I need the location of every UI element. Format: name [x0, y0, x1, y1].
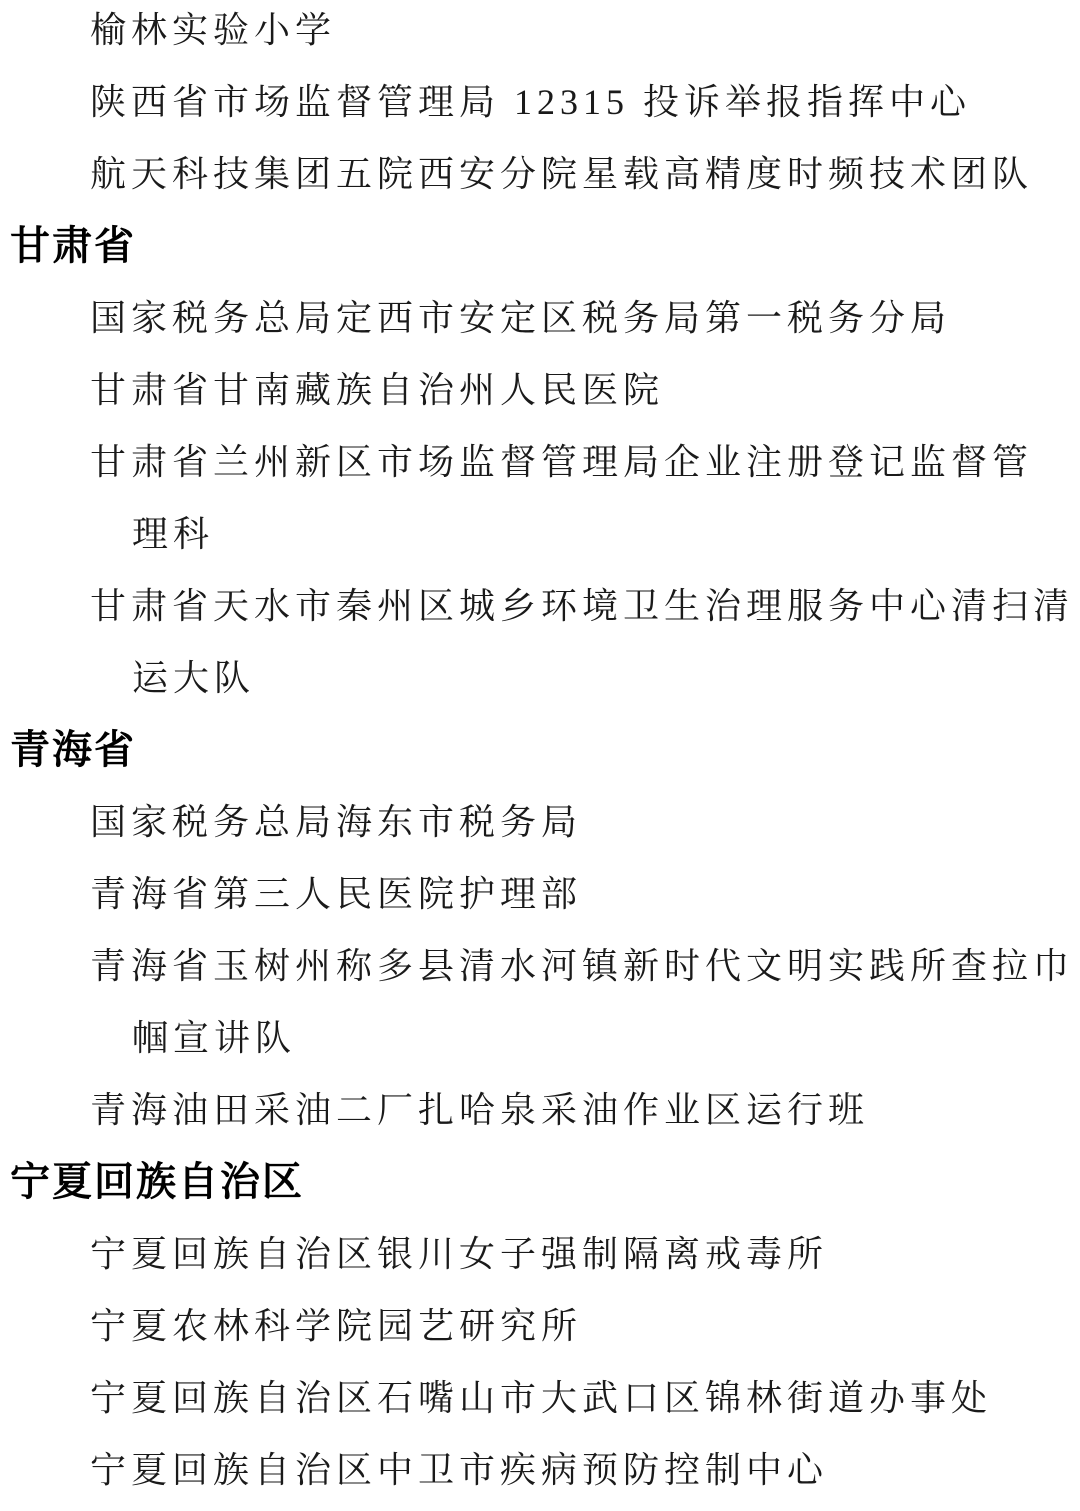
org-line-continuation: 理科 [132, 514, 215, 554]
org-line: 宁夏回族自治区石嘴山市大武口区锦林街道办事处 [90, 1378, 993, 1418]
org-line: 青海省第三人民医院护理部 [90, 874, 583, 914]
org-line: 榆林实验小学 [90, 10, 337, 50]
org-line: 国家税务总局海东市税务局 [90, 802, 583, 842]
org-line: 国家税务总局定西市安定区税务局第一税务分局 [90, 298, 952, 338]
province-heading-qinghai: 青海省 [10, 728, 136, 772]
org-line: 甘肃省甘南藏族自治州人民医院 [90, 370, 665, 410]
org-line: 宁夏回族自治区中卫市疾病预防控制中心 [90, 1450, 829, 1490]
org-line: 航天科技集团五院西安分院星载高精度时频技术团队 [90, 154, 1034, 194]
org-line: 宁夏回族自治区银川女子强制隔离戒毒所 [90, 1234, 829, 1274]
org-line-continuation: 帼宣讲队 [132, 1018, 297, 1058]
org-line: 青海油田采油二厂扎哈泉采油作业区运行班 [90, 1090, 870, 1130]
org-line: 陕西省市场监督管理局 12315 投诉举报指挥中心 [90, 82, 972, 122]
org-line-continuation: 运大队 [132, 658, 256, 698]
province-heading-gansu: 甘肃省 [10, 224, 136, 268]
org-line: 甘肃省兰州新区市场监督管理局企业注册登记监督管 [90, 442, 1034, 482]
org-line: 宁夏农林科学院园艺研究所 [90, 1306, 583, 1346]
org-line: 青海省玉树州称多县清水河镇新时代文明实践所查拉巾 [90, 946, 1075, 986]
province-heading-ningxia: 宁夏回族自治区 [10, 1160, 304, 1204]
org-line: 甘肃省天水市秦州区城乡环境卫生治理服务中心清扫清 [90, 586, 1075, 626]
